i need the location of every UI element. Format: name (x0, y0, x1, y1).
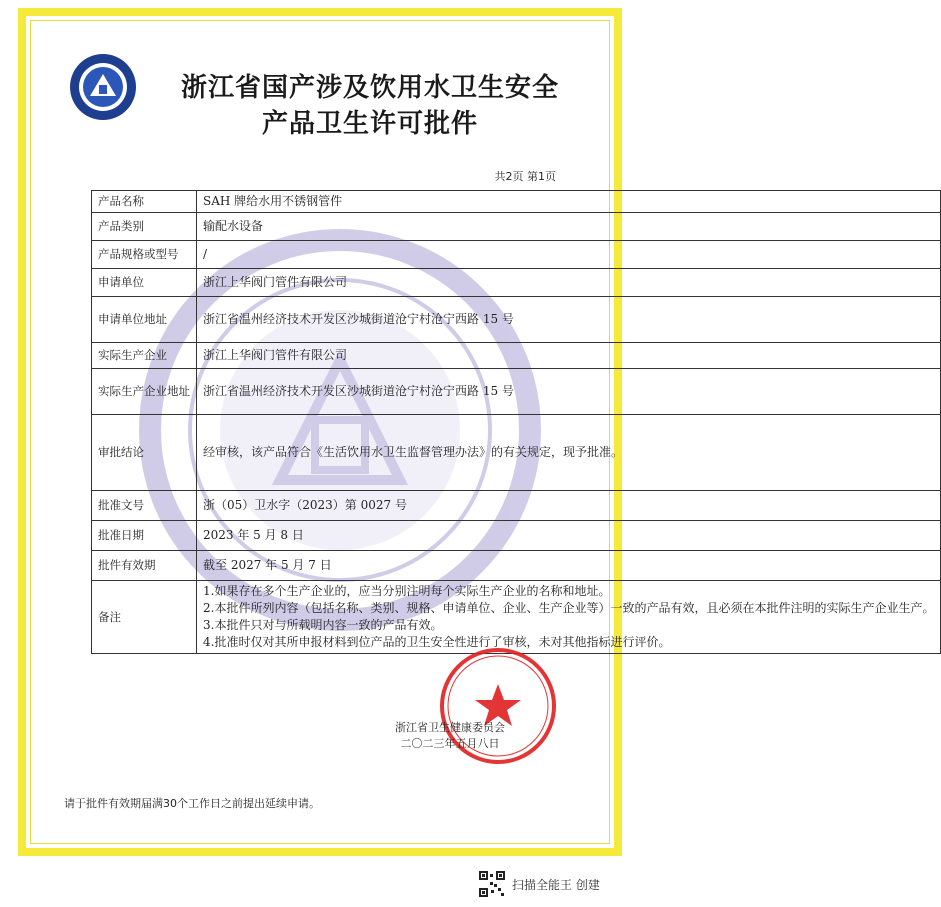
field-value: SAH 牌给水用不锈钢管件 (197, 191, 941, 213)
field-label: 实际生产企业 (92, 343, 197, 369)
field-value: 2023 年 5 月 8 日 (197, 521, 941, 551)
issuer-block (370, 720, 530, 752)
table-row (92, 581, 941, 654)
issue-date: 二〇二三年五月八日 (400, 737, 500, 750)
field-value: 浙江省温州经济技术开发区沙城街道沧宁村沧宁西路 15 号 (197, 369, 941, 415)
field-value: 浙江上华阀门管件有限公司 (197, 269, 941, 297)
field-value: 浙（05）卫水字（2023）第 0027 号 (197, 491, 941, 521)
table-row (92, 297, 941, 343)
table-row (92, 551, 941, 581)
field-value: 浙江上华阀门管件有限公司 (197, 343, 941, 369)
field-label: 批件有效期 (92, 551, 197, 581)
table-row (92, 269, 941, 297)
field-label: 申请单位地址 (92, 297, 197, 343)
field-label: 产品类别 (92, 213, 197, 241)
field-value: 经审核，该产品符合《生活饮用水卫生监督管理办法》的有关规定，现予批准。 (197, 415, 941, 491)
table-row (92, 213, 941, 241)
scanner-watermark (478, 870, 600, 898)
field-label: 实际生产企业地址 (92, 369, 197, 415)
remarks-label: 备注 (92, 581, 197, 654)
field-value: 截至 2027 年 5 月 7 日 (197, 551, 941, 581)
field-value: / (197, 241, 941, 269)
field-label: 申请单位 (92, 269, 197, 297)
field-label: 批准文号 (92, 491, 197, 521)
document-title (150, 70, 590, 142)
remarks-notes (197, 581, 941, 654)
table-row (92, 191, 941, 213)
table-row (92, 415, 941, 491)
remark-note: 1.如果存在多个生产企业的，应当分别注明每个实际生产企业的名称和地址。 (203, 584, 611, 598)
issuer-name: 浙江省卫生健康委员会 (395, 721, 505, 734)
field-label: 审批结论 (92, 415, 197, 491)
table-row (92, 491, 941, 521)
title-line-1: 浙江省国产涉及饮用水卫生安全 (180, 73, 559, 103)
field-label: 产品名称 (92, 191, 197, 213)
field-value: 浙江省温州经济技术开发区沙城街道沧宁村沧宁西路 15 号 (197, 297, 941, 343)
permit-table (91, 190, 941, 654)
field-label: 批准日期 (92, 521, 197, 551)
remark-note: 2.本批件所列内容（包括名称、类别、规格、申请单位、企业、生产企业等）一致的产品有效，且必须在本批件注明的实际生产企业生产。 (203, 601, 935, 615)
remark-note: 4.批准时仅对其所申报材料到位产品的卫生安全性进行了审核，未对其他指标进行评价。 (203, 635, 671, 649)
scanner-label: 扫描全能王 创建 (512, 877, 600, 892)
table-row (92, 521, 941, 551)
table-row (92, 343, 941, 369)
field-value: 输配水设备 (197, 213, 941, 241)
field-label: 产品规格或型号 (92, 241, 197, 269)
title-line-2: 产品卫生许可批件 (261, 109, 478, 139)
table-row (92, 369, 941, 415)
remark-note: 3.本批件只对与所载明内容一致的产品有效。 (203, 618, 443, 632)
renewal-note: 请于批件有效期届满30个工作日之前提出延续申请。 (64, 797, 320, 810)
table-row (92, 241, 941, 269)
page-number: 共2页 第1页 (494, 170, 556, 183)
qr-code-icon (478, 870, 506, 898)
health-inspection-emblem-icon (68, 52, 138, 122)
